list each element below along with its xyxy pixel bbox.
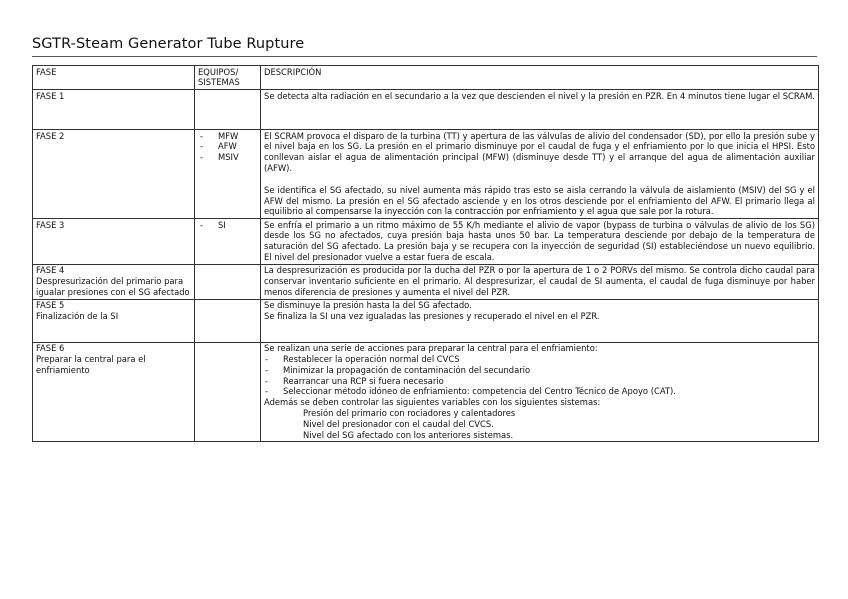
equipos-cell — [195, 130, 261, 219]
equipos-list — [198, 220, 257, 231]
list-item: - Rearrancar una RCP si fuera necesario — [265, 375, 444, 386]
description-cell — [261, 264, 819, 299]
table-row-fase-4 — [33, 264, 819, 299]
list-item: Nivel del presionador con el caudal del CVCS. — [303, 418, 494, 429]
fase-cell — [33, 130, 195, 219]
table-row-fase-2 — [33, 130, 819, 219]
fase-label: FASE 6 — [36, 343, 65, 354]
header-equipos: EQUIPOS/ SISTEMAS — [195, 66, 261, 90]
description-cell — [261, 90, 819, 130]
description-cell — [261, 130, 819, 219]
description-text: Se detecta alta radiación en el secundario a la vez que descienden el nivel y la presión en PZR. En 4 minutos tiene lugar el SCRAM. — [264, 90, 815, 101]
list-item: - SI — [200, 219, 226, 230]
list-item: - Minimizar la propagación de contaminación del secundario — [265, 364, 531, 375]
actions-list — [264, 354, 815, 397]
equipos-cell — [195, 299, 261, 342]
fase-subtitle: Despresurización del primario para igualar presiones con el SG afectado — [36, 276, 190, 297]
list-item: - Restablecer la operación normal del CVCS — [265, 354, 460, 365]
description-cell — [261, 219, 819, 265]
fase-subtitle: Finalización de la SI — [36, 311, 119, 322]
fase-label: FASE 3 — [36, 219, 65, 230]
equipos-cell — [195, 264, 261, 299]
table-row-fase-6 — [33, 342, 819, 442]
phases-table — [32, 65, 819, 442]
variables-list — [264, 408, 815, 440]
description-text: Se identifica el SG afectado, su nivel aumenta más rápido tras esto se aisla cerrando la válvula de aislamiento (MSIV) del SG y el AFW del mismo. La presión en el SG afectado asciende y en los otros desciende por el enfriamiento del AFW. El primario llega al equilibrio al compensarse la inyección con la contracción por enfriamiento y el agua que sale por la rotura. — [264, 184, 815, 217]
fase-cell — [33, 90, 195, 130]
equipos-cell — [195, 342, 261, 442]
header-fase: FASE — [33, 66, 195, 90]
fase-cell — [33, 299, 195, 342]
fase-label: FASE 1 — [36, 90, 65, 101]
table-row-fase-1 — [33, 90, 819, 130]
fase-cell — [33, 264, 195, 299]
list-item: - MSIV — [200, 152, 239, 163]
list-item: Nivel del SG afectado con los anteriores sistemas. — [303, 429, 514, 440]
list-item: - MFW — [200, 130, 239, 141]
list-item: - Seleccionar método idóneo de enfriamiento: competencia del Centro Técnico de Apoyo (CAT). — [265, 386, 676, 397]
control-intro: Además se deben controlar las siguientes variables con los siguientes sistemas: — [264, 397, 601, 408]
table-row-fase-5 — [33, 299, 819, 342]
description-text: El SCRAM provoca el disparo de la turbina (TT) y apertura de las válvulas de alivio del condensador (SD), por ello la presión sube y el nivel baja en los SG. La presión en el primario disminuye por el caudal de fuga y el enfriamiento por lo que inicia el HPSI. Esto conllevan aislar el agua de alimentación principal (MFW) (disminuye desde TT) y el arranque del agua de alimentación auxiliar (AFW). — [264, 130, 815, 173]
fase-cell — [33, 219, 195, 265]
list-item: Presión del primario con rociadores y calentadores — [303, 408, 516, 419]
list-item: - AFW — [200, 141, 237, 152]
description-cell — [261, 299, 819, 342]
table-row-fase-3 — [33, 219, 819, 265]
description-text: La despresurización es producida por la ducha del PZR o por la apertura de 1 o 2 PORVs del mismo. Se controla dicho caudal para conservar inventario suficiente en el primario. Al despresurizar, el caudal de SI aumenta, el caudal de fuga disminuye por haber menos diferencia de presiones y aumenta el nivel del PZR. — [264, 265, 815, 297]
fase-subtitle: Preparar la central para el enfriamiento — [36, 354, 146, 375]
title-divider — [32, 56, 817, 57]
equipos-cell — [195, 219, 261, 265]
fase-cell — [33, 342, 195, 442]
description-text: Se enfría el primario a un ritmo máximo de 55 K/h mediante el alivio de vapor (bypass de turbina o válvulas de alivio de los SG) desde los SG no afectados, cuya presión baja hasta unos 50 bar. La temperatura desciende por debajo de la temperatura de saturación del SG afectado. La presión baja y se recupera con la inyección de seguridad (SI) estableciéndose un nuevo equilibrio. El nivel del presionador vuelve a estar fuera de escala. — [264, 219, 815, 263]
fase-label: FASE 4 — [36, 265, 65, 276]
equipos-list — [198, 131, 257, 163]
description-text: Se disminuye la presión hasta la del SG afectado. — [264, 300, 472, 311]
header-descripcion: DESCRIPCIÓN — [261, 66, 819, 90]
actions-intro: Se realizan una serie de acciones para preparar la central para el enfriamiento: — [264, 343, 598, 354]
description-text: Se finaliza la SI una vez igualadas las presiones y recuperado el nivel en el PZR. — [264, 311, 600, 322]
header-row — [33, 66, 819, 90]
fase-label: FASE 5 — [36, 300, 65, 311]
description-cell — [261, 342, 819, 442]
fase-label: FASE 2 — [36, 130, 65, 141]
equipos-cell — [195, 90, 261, 130]
document-title: SGTR-Steam Generator Tube Rupture — [32, 36, 305, 52]
